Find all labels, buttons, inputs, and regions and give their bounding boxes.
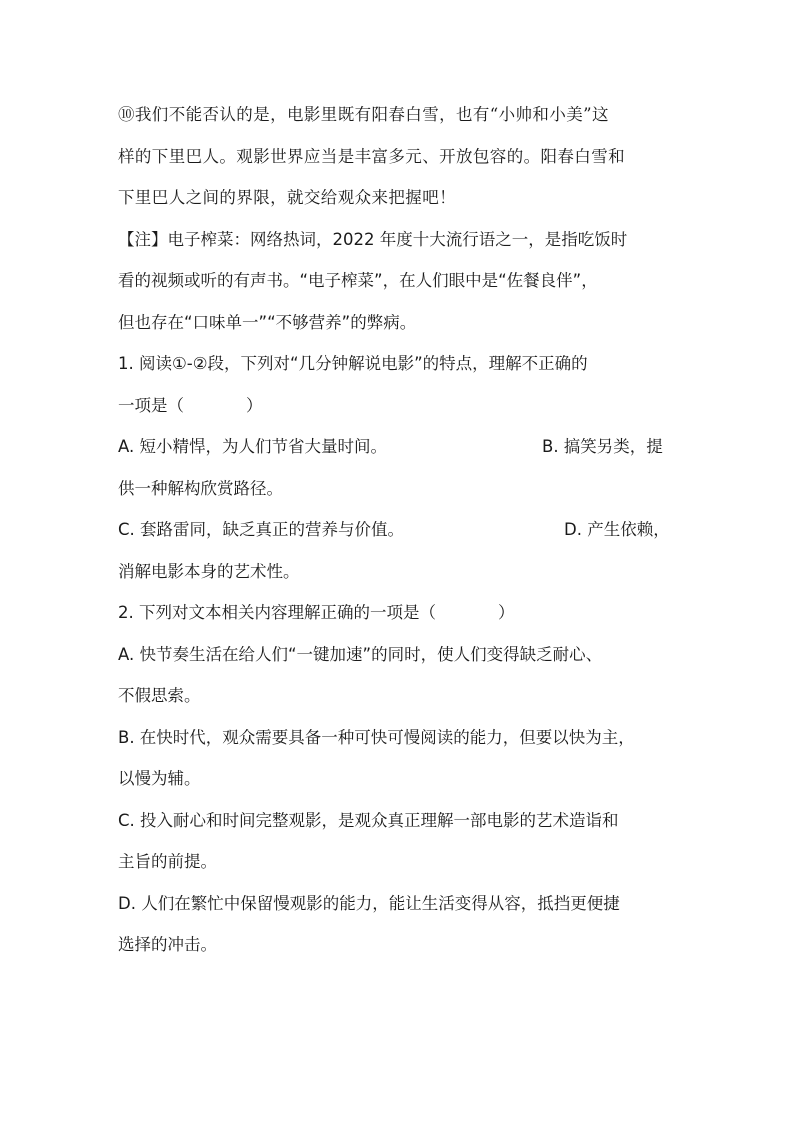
question-1-stem-suffix: ） [246, 395, 263, 415]
question-2-option-c-cont: 主旨的前提。 [118, 852, 217, 871]
question-1-option-c: C. 套路雷同，缺乏真正的营养与价值。 [118, 520, 405, 539]
question-1-stem: 1. 阅读①-②段，下列对“几分钟解说电影”的特点，理解不正确的 [118, 354, 588, 373]
question-1-option-d-cont: 消解电影本身的艺术性。 [118, 561, 300, 581]
question-2-option-d: D. 人们在繁忙中保留慢观影的能力，能让生活变得从容，抵挡更便捷 [118, 893, 620, 913]
question-2-option-b-cont: 以慢为辅。 [118, 769, 201, 788]
question-1-option-b: B. 搞笑另类，提 [542, 437, 663, 456]
question-1-option-row [118, 509, 678, 551]
question-1-stem-end [118, 385, 678, 427]
passage-line: ⑩我们不能否认的是，电影里既有阳春白雪，也有“小帅和小美”这 [118, 105, 609, 124]
question-2-option-a-cont: 不假思索。 [118, 686, 201, 705]
question-2-option-c: C. 投入耐心和时间完整观影，是观众真正理解一部电影的艺术造诣和 [118, 810, 619, 830]
note-line: 【注】电子榨菜：网络热词，2022 年度十大流行语之一，是指吃饭时 [118, 229, 628, 249]
document-page [118, 94, 678, 966]
question-1-stem-prefix: 一项是（ [118, 395, 184, 415]
question-2-option-d-cont: 选择的冲击。 [118, 935, 217, 954]
question-2-stem-suffix: ） [498, 603, 515, 622]
question-1-option-row [118, 426, 678, 468]
question-2-stem [118, 592, 678, 634]
passage-line: 样的下里巴人。观影世界应当是丰富多元、开放包容的。阳春白雪和 [118, 146, 625, 166]
question-2-option-a: A. 快节奏生活在给人们“一键加速”的同时，使人们变得缺乏耐心、 [118, 644, 603, 664]
note-line: 但也存在“口味单一”“不够营养”的弊病。 [118, 312, 417, 332]
question-1-option-b-cont: 供一种解构欣赏路径。 [118, 478, 283, 498]
question-1-option-d: D. 产生依赖， [564, 520, 670, 539]
question-1-option-a: A. 短小精悍，为人们节省大量时间。 [118, 437, 387, 456]
note-line: 看的视频或听的有声书。“电子榨菜”，在人们眼中是“佐餐良伴”， [118, 271, 598, 290]
question-2-option-b: B. 在快时代，观众需要具备一种可快可慢阅读的能力，但要以快为主， [118, 727, 635, 747]
question-2-stem-prefix: 2. 下列对文本相关内容理解正确的一项是（ [118, 603, 436, 622]
passage-line: 下里巴人之间的界限，就交给观众来把握吧！ [118, 188, 456, 207]
